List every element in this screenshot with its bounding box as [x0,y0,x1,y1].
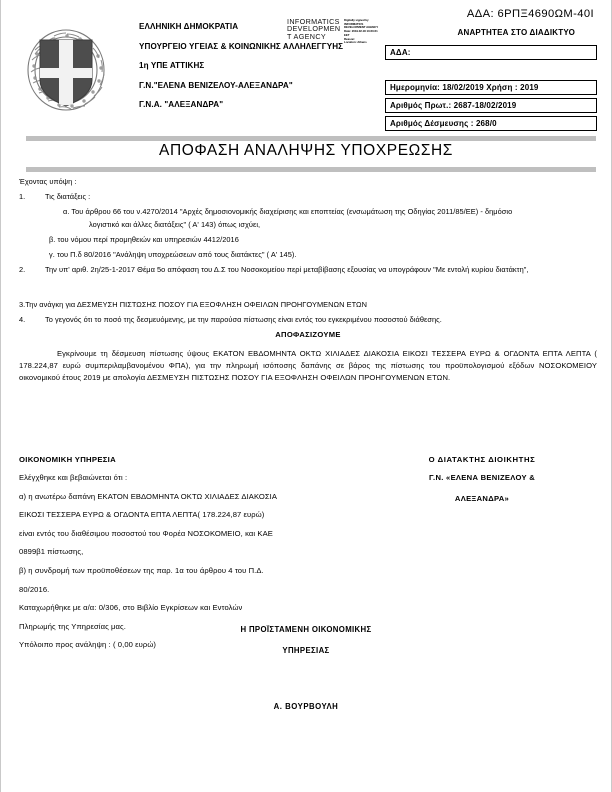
signature-stamp-line3: T AGENCY [287,31,327,41]
financial-line-9: Υπόλοιπο προς ανάληψη : ( 0,00 ευρώ) [19,640,156,650]
preamble-item-2 [19,266,597,273]
organization-block [139,23,389,121]
signature-stamp-line1: INFORMATICS [287,17,340,26]
preamble-item-3: 3.Την ανάγκη για ΔΕΣΜΕΥΣΗ ΠΙΣΤΩΣΗΣ ΠΟΣΟΥ ΓΙΑ ΕΞΟΦΛΗΣΗ ΟΦΕΙΛΩΝ ΠΡΟΗΓΟΥΜΕΝΩΝ ΕΤΩΝ [19,299,367,309]
title-band-top [26,136,596,141]
head-of-financial-service-block [1,626,611,668]
signature-detail-2: DEVELOPMENT AGENCY [344,25,379,30]
page-title: ΑΠΟΦΑΣΗ ΑΝΑΛΗΨΗΣ ΥΠΟΧΡΕΩΣΗΣ [159,142,453,159]
financial-line-1: α) η ανωτέρω δαπάνη ΕΚΑΤΟΝ ΕΒΔΟΜΗΝΤΑ ΟΚΤΩ ΧΙΛΙΑΔΕΣ ΔΙΑΚΟΣΙΑ [19,491,278,501]
financial-line-0: Ελέγχθηκε και βεβαιώνεται ότι : [19,473,128,482]
preamble-item-4 [19,316,597,323]
signature-detail-6: Location: Athens [344,40,367,45]
document-body [19,178,597,385]
signature-detail-0: Digitally signed by [344,18,369,22]
decision-heading: ΑΠΟΦΑΣΙΖΟΥΜΕ [275,330,341,340]
preamble-item-1 [19,193,597,200]
financial-line-4: 0899β1 πίστωσης, [19,547,84,557]
administrator-title: Ο ΔΙΑΤΑΚΤΗΣ ΔΙΟΙΚΗΤΗΣ [428,455,536,464]
preamble-item-1a-cont [19,221,597,228]
financial-line-2: ΕΙΚΟΣΙ ΤΕΣΣΕΡΑ ΕΥΡΩ & ΟΓΔΟΝΤΑ ΕΠΤΑ ΛΕΠΤΑ( 178.224,87 ευρώ) [19,510,265,520]
financial-line-7: Καταχωρήθηκε με α/α: 0/306, στο Βιβλίο Εγκρίσεων και Εντολών [19,603,243,613]
org-line-country: ΕΛΛΗΝΙΚΗ ΔΗΜΟΚΡΑΤΙΑ [139,22,239,31]
financial-service-title: ΟΙΚΟΝΟΜΙΚΗ ΥΠΗΡΕΣΙΑ [19,455,116,464]
prostameni-line-2: ΥΠΗΡΕΣΙΑΣ [282,645,330,655]
greek-coat-of-arms-icon [23,20,109,114]
org-line-hospital-alt: Γ.Ν.Α. "ΑΛΕΞΑΝΔΡΑ" [139,100,224,110]
financial-line-3: είναι εντός του διαθέσιμου ποσοστού του Φορέα ΝΟΣΟΚΟΜΕΙΟ, και ΚΑΕ [19,528,273,538]
signer-name: Α. ΒΟΥΡΒΟΥΛΗ [273,702,339,711]
decision-paragraph-text: Εγκρίνουμε τη δέσμευση πίστωσης ύψους ΕΚΑΤΟΝ ΕΒΔΟΜΗΝΤΑ ΟΚΤΩ ΧΙΛΙΑΔΕΣ ΔΙΑΚΟΣΙΑ ΕΙΚΟΣΙ ΤΕΣΣΕΡΑ ΕΥΡΩ & ΟΓΔΟΝΤΑ ΕΠΤΑ ΛΕΠΤΑ ( 178.224,87 ευρώ συμπεριλαμβανομένου ΦΠΑ), για την πληρωμή ισόποσης δαπάνης σε βάρος της πίστωσης του προϋπολογισμού εξόδων ΝΟΣΟΚΟΜΕΙΟΥ οικονομικού έτους 2019 με απολογία ΔΕΣΜΕΥΣΗ ΠΙΣΤΩΣΗΣ ΠΟΣΟΥ ΓΙΑ ΕΞΟΦΛΗΣΗ ΟΦΕΙΛΩΝ ΠΡΟΗΓΟΥΜΕΝΩΝ ΕΤΩΝ. [19,348,597,383]
anartitea-label: ΑΝΑΡΤΗΤΕΑ ΣΤΟ ΔΙΑΔΙΚΤΥΟ [457,28,575,37]
body-spacer [19,281,597,301]
item-4-text: Το γεγονός ότι το ποσό της δεσμευόμενης, με την παρούσα πίστωσης είναι εντός του εγκεκριμένου ποσοστού διάθεσης. [45,314,442,324]
ada-code: ΑΔΑ: 6ΡΠΞ4690ΩΜ-40Ι [466,8,594,20]
item-1-number: 1. [19,191,26,201]
ada-field-box: ΑΔΑ: [385,45,597,60]
prostameni-line-1: Η ΠΡΟΪΣΤΑΜΕΝΗ ΟΙΚΟΝΟΜΙΚΗΣ [240,625,372,634]
protocol-field-box: Αριθμός Πρωτ.: 2687-18/02/2019 [385,98,597,113]
title-band-bottom [26,167,596,172]
administrator-line-0: Γ.Ν. «ΕΛΕΝΑ ΒΕΝΙΖΕΛΟΥ & [429,473,535,482]
decision-paragraph [19,348,597,385]
item-4-number: 4. [19,314,26,324]
date-field-box: Ημερομηνία: 18/02/2019 Χρήση : 2019 [385,80,597,95]
preamble-item-1a: α. Του άρθρου 66 του ν.4270/2014 "Αρχές δημοσιονομικής διαχείρισης και εποπτείας (ενσωμάτωση της Οδηγίας 2011/85/ΕΕ) - δημόσιο [63,206,513,216]
administrator-line-1: ΑΛΕΞΑΝΔΡΑ» [454,493,510,503]
signature-stamp-line2: DEVELOPMEN [287,24,341,34]
document-header [1,0,611,128]
item-2-text: Την υπ' αριθ. 2η/25-1-2017 Θέμα 5ο απόφαση του Δ.Σ του Νοσοκομείου περί μεταβίβασης εξουσίας να υπογράφουν "Με εντολή κυρίου διατάκτη", [45,264,529,274]
item-1a-cont-text: λογιστικό και άλλες διατάξεις" ( Α' 143) όπως ισχύει, [89,220,261,230]
signature-detail-4: EET [344,32,350,37]
financial-line-6: 80/2016. [19,584,50,594]
signature-detail-1: INFORMATICS [344,21,364,26]
financial-line-5: β) η συνδρομή των προϋποθέσεων της παρ. 1α του άρθρου 4 του Π.Δ. [19,565,264,575]
preamble-item-1c: γ. του Π.δ 80/2016 "Ανάληψη υποχρεώσεων από τους διατάκτες" ( Α' 145). [49,250,297,260]
preamble-intro: Έχοντας υπόψη : [19,177,77,186]
signature-detail-3: Date: 2019.02.18 13:23:21 [344,29,378,34]
commitment-field-box: Αριθμός Δέσμευσης : 268/0 [385,116,597,131]
org-line-ype: 1η ΥΠΕ ΑΤΤΙΚΗΣ [139,61,205,71]
item-1-text: Τις διατάξεις : [45,191,91,201]
preamble-item-1b: β. του νόμου περί προμηθειών και υπηρεσιών 4412/2016 [49,235,239,245]
item-2-number: 2. [19,264,26,274]
financial-line-8: Πληρωμής της Υπηρεσίας μας. [19,621,126,631]
org-line-ministry: ΥΠΟΥΡΓΕΙΟ ΥΓΕΙΑΣ & ΚΟΙΝΩΝΙΚΗΣ ΑΛΛΗΛΕΓΓΥΗΣ [139,41,344,51]
org-line-hospital: Γ.Ν."ΕΛΕΝΑ ΒΕΝΙΖΕΛΟΥ-ΑΛΕΞΑΝΔΡΑ" [139,80,293,90]
signature-detail-5: Reason: [344,36,356,41]
